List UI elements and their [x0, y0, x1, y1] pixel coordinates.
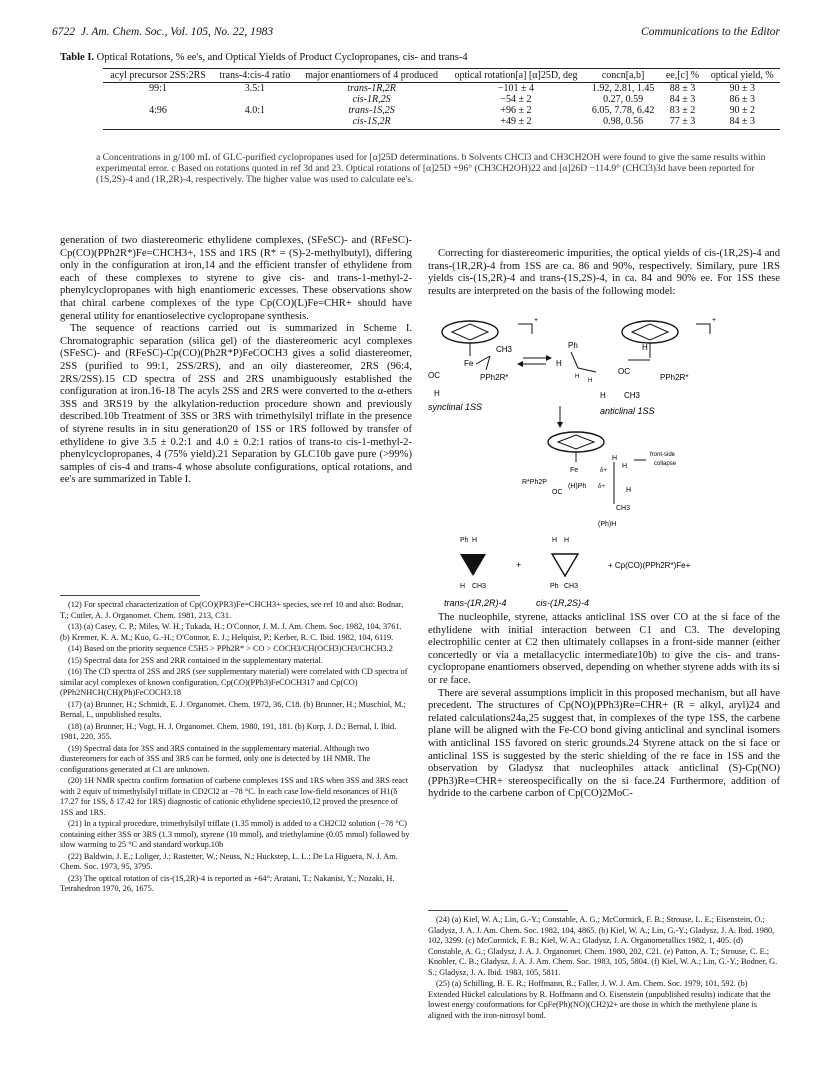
transition-state [522, 432, 677, 528]
table-cell: 6.05, 7.78, 6.42 [591, 105, 655, 116]
atom-label: δ+ [598, 484, 605, 490]
table-row [103, 83, 780, 95]
footnote: (25) (a) Schilling, B. E. R.; Hoffmann, R.; Faller, J. W. J. Am. Chem. Soc. 1979, 101, 592. (b) Extended Hückel calculations by R. Hoffmann and O. Eisenstein (unpublished results) indicate that the lowest energy conformations for CpFe(Ph)(NO)(CH2)2+ are those in which the methylene plane is aligned with the iron-nitrosyl bond. [428, 979, 771, 1020]
footnote: (18) (a) Brunner, H.; Vogt, H. J. Organomet. Chem. 1980, 191, 181. (b) Korp, J. D.; Bernal, I. Ibid. 1981, 220, 355. [60, 721, 397, 741]
table-cell [103, 94, 213, 105]
arrowhead [517, 361, 523, 367]
footnote: (13) (a) Casey, C. P.; Miles, W. H.; Tukada, H.; O'Connor, J. M. J. Am. Chem. Soc. 1982, 104, 3761. (b) Kremer, K. A. M.; Kuo, G.-H.; O'Connor, E. J.; Helquist, P.; Kerber, R. C. Ibid. 1982, 104, 6119. [60, 622, 402, 642]
cp-inner [632, 324, 668, 340]
table-cell: 4.0:1 [244, 105, 266, 116]
right-column-intro [428, 248, 780, 298]
right-footnotes [428, 915, 780, 1022]
atom-label: Ph [460, 537, 469, 544]
atom-label: PPh2R* [660, 373, 689, 382]
footnote: (14) Based on the priority sequence C5H5 > PPh2R* > CO > COCH3/CH(OCH3)CH3/CHCH3.2 [68, 644, 393, 653]
atom-label: H [472, 537, 478, 544]
atom-label: Ph [568, 341, 578, 350]
footnote: (21) In a typical procedure, trimethylsilyl triflate (1.35 mmol) is added to a CH2Cl2 solution (−78 °C) containing either 3SS or 3RS (1.3 mmol), styrene (10 mmol), and triethylamine (0.05 mmol) followed by slow warming to 25 °C and standard workup.10b [60, 819, 410, 849]
annotation: front-side [650, 452, 676, 458]
table-cell: +49 ± 2 [446, 116, 585, 130]
left-column-body [60, 235, 412, 487]
col-header: trans-4:cis-4 ratio [213, 69, 297, 83]
arrowhead [557, 422, 563, 428]
atom-label: Fe [464, 359, 474, 368]
atom-label: OC [618, 367, 630, 376]
table-cell: 77 ± 3 [661, 116, 705, 130]
anticlinal-complex [556, 317, 716, 416]
table-cell: trans-1S,2S [348, 105, 395, 116]
atom-label: CH3 [564, 583, 579, 590]
atom-label: H [575, 374, 580, 380]
charge: + [534, 317, 539, 324]
equilibrium-arrows [517, 355, 552, 367]
paragraph: There are several assumptions implicit in this proposed mechanism, but all have precedent. The structures of Cp(NO)(PPh3)Re=CHR+ (R = alkyl, aryl)24 and related calculations24a,25 suggest that, in complexes of the type 1SS, the carbene plane will be aligned with the Fe-CO bond giving anticlinal and synclinal isomers with anticlinal 1SS favored on steric grounds.24 Styrene attack on the si face or anticlinal 1SS is suggested by the steric shielding of the re face in 1SS and the observation by Gladysz that nucleophiles attack anticlinal (S)-Cp(NO)(PPh3)Re=CHR+ stereospecifically on the si face.24 Furthermore, addition of hydride to the carbene carbon of Cp(CO)2MoC- [428, 687, 780, 800]
arrowhead [546, 355, 552, 361]
bracket [696, 324, 710, 334]
atom-label: H [460, 583, 466, 590]
footnote: (15) Spectral data for 2SS and 2RR contained in the supplementary material. [68, 655, 323, 665]
footnote: (19) Spectral data for 3SS and 3RS contained in the supplementary material. Although two diastereomers for each of 3SS and 3RS can be formed, only one is detected by 1H NMR. The configurations generated at C1 are unknown. [60, 743, 371, 774]
atom-label: CH3 [472, 583, 487, 590]
atom-label: H [552, 537, 558, 544]
col-header: concn[a,b] [586, 69, 661, 83]
atom-label: Fe [570, 467, 579, 474]
cp-inner [558, 435, 594, 449]
reaction-scheme [428, 310, 780, 610]
col-header: acyl precursor 2SS:2RS [103, 69, 213, 83]
atom-label: H [434, 389, 440, 398]
paragraph: generation of two diastereomeric ethylidene complexes, (SFeSC)- and (RFeSC)-Cp(CO)(PPh2R*)Fe=CHCH3+, 1SS and 1RS (R* = (S)-2-methylbutyl), differing only in the configuration at iron,14 and the efficient transfer of ethylidene from each of these complexes to styrene to give cis- and trans-1-methyl-2-phenylcyclopropanes with high enantiomeric excesses. These observations show that chiral carbene complexes of the type Cp(CO)(L)Fe=CHR+ should have general utility for enantioselective cyclopropane synthesis. [60, 235, 412, 322]
plus-sign: + [516, 560, 522, 570]
footnote: (16) The CD spectra of 2SS and 2RS (see supplementary material) were correlated with CD spectra of similar acyl complexes of known configuration, Cp(CO)(PPh3)FeCOCH317 and Cp(CO)(PPh2NHCH(CH)(Ph)FeCOCH3.18 [60, 667, 408, 697]
table-cell: trans-1R,2R [347, 83, 396, 94]
journal-citation: J. Am. Chem. Soc., Vol. 105, No. 22, 1983 [80, 26, 274, 38]
footnote: (20) 1H NMR spectra confirm formation of carbene complexes 1SS and 1RS when 3SS and 3RS react with 2 equiv of trimethylsilyl triflate in CD2Cl2 at −78 °C. In each case low-field resonances of H1(δ 17.27 for 1SS, δ 17.42 for 1RS) diagnostic of cationic ethylidene species10,12 proved the presence of 1SS and 1RS. [60, 776, 409, 817]
atom-label: (Ph)H [598, 521, 617, 528]
atom-label: CH3 [624, 391, 641, 400]
table-row [103, 116, 780, 130]
cyclopropane-trans [460, 554, 486, 576]
paragraph: Correcting for diastereomeric impurities, the optical yields of cis-(1R,2S)-4 and trans-(1R,2R)-4 from 1SS are ca. 86 and 90%, respectively. Similary, pure 1RS yields cis-(1S,2R)-4 and trans-(1S,2S)-4, in ca. 84 and 90% ee. For 1SS these results are interpreted on the basis of the following model: [428, 248, 780, 297]
col-header: optical rotation[a] [α]25D, deg [446, 69, 585, 83]
paragraph: The sequence of reactions carried out is summarized in Scheme I. Chromatographic separation (silica gel) of the diastereomeric acyl complexes (SFeSC)- and (RFeSC)-Cp(CO)(Ph2R*P)FeCOCH3 gives a solid diastereomer, 2SS (purified to 99:1, 2SS/2RS), and an oily diastereomer, 2RS (96:4, 2RS/2SS).15 CD spectra of 2SS and 2RS unambiguously established the configuration at iron.16-18 The acyls 2SS and 2RS were converted to the α-ethers 3SS and 3RS19 by the alkylation-reduction procedure shown and previously described.10b Treatment of 3SS or 3RS with trimethylsilyl triflate in the presence of styrene results in in situ generation20 of 1SS or 1RS followed by transfer of ethylidene to give 3.5 ± 0.2:1 and 4.0 ± 0.2:1 ratios of trans-to cis-1-methyl-2-phenylcyclopropanes, 4 (75% yield).21 Separation by GLC10b gave pure (>99%) samples of cis-4 and trans-4 whose absolute configurations, optical rotations, and ee's are summarized in Table I. [60, 323, 412, 486]
footnote: (12) For spectral characterization of Cp(CO)(PR3)Fe=CHCH3+ species, see ref 10 and also: Bodnar, T.; Cutler, A. J. Organomet. Chem. 1981, 213, C31. [60, 600, 404, 620]
table-cell: 90 ± 2 [729, 105, 755, 116]
table-cell: cis-1S,2R [297, 116, 447, 130]
table-row [103, 94, 780, 105]
page-header [52, 26, 780, 44]
atom-label: Ph [550, 583, 559, 590]
atom-label: CH3 [496, 345, 513, 354]
bond [571, 352, 578, 368]
footnote-divider [428, 910, 568, 911]
atom-label: H [600, 391, 606, 400]
paragraph: The nucleophile, styrene, attacks anticlinal 1SS over CO at the si face of the ethylidene with initial interaction between C1 and C3. The developing electrophilic center at C2 then ultimately collapses in a front-side manner (either concertedly or via a metallacyclic intermediate10b) to give the cis- and trans-cyclopropane enantiomers observed, depending on whether styrene adds with its si or re face. [428, 612, 780, 686]
table-cell: 86 ± 3 [729, 94, 755, 105]
table-cell: 3.5:1 [244, 83, 266, 94]
annotation: collapse [654, 461, 677, 467]
bond [578, 368, 596, 372]
table-cell: 83 ± 2 [669, 105, 696, 116]
table-cell: 0.27, 0.59 [603, 94, 644, 105]
table-cell [103, 116, 213, 130]
col-header: ee,[c] % [661, 69, 705, 83]
atom-label: H [556, 359, 562, 368]
table-row [103, 105, 780, 116]
table-cell [213, 94, 297, 105]
table-cell: 84 ± 3 [669, 94, 696, 105]
atom-label: OC [552, 489, 563, 496]
table-cell: +96 ± 2 [500, 105, 532, 116]
optical-rotation-table [103, 68, 780, 130]
table-label: Table I. [60, 52, 95, 63]
table-cell [213, 116, 297, 130]
atom-label: CH3 [616, 505, 631, 512]
table-cell: 90 ± 3 [729, 83, 755, 94]
left-footnotes [60, 600, 412, 896]
atom-label: H [564, 537, 570, 544]
synclinal-label: synclinal 1SS [428, 402, 483, 412]
byproduct: + Cp(CO)(PPh2R*)Fe+ [608, 561, 691, 570]
table-cell: 88 ± 3 [669, 83, 696, 94]
atom-label: H [622, 463, 628, 470]
footnote: (24) (a) Kiel, W. A.; Lin, G.-Y.; Constable, A. G.; McCormick, F. B.; Strouse, L. E.; Eisenstein, O.; Gladysz, J. A. J. Am. Chem. Soc. 1982, 104, 4865. (b) Kiel, W. A.; Lin, G.-Y.; Gladysz, J. A. Ibid. 1980, 102, 3299. (c) McCormick, F. B.; Kiel, W. A.; Gladysz, J. A. Organometallics 1982, 1, 405. (d) Constable, A. G.; Gladysz, J. A. J. Organomet. Chem. 1980, 202, C21. (e) Patton, A. T.; Strouse, C. E.; Knobler, C. B.; Gladysz, J. A. J. Am. Chem. Soc. 1983, 105, 5804. (f) Kiel, W. A.; Lin, G.-Y.; Bodner, G. S.; Gladysz, J. A. Ibid. 1983, 105, 5811. [428, 915, 778, 977]
table-cell: 4:96 [149, 105, 167, 116]
atom-label: H [588, 378, 593, 384]
bracket [518, 324, 532, 334]
table-cell: 99:1 [149, 83, 167, 94]
atom-label: H [612, 455, 618, 462]
atom-label: R*Ph2P [522, 479, 547, 486]
table-caption-text: Optical Rotations, % ee's, and Optical Yields of Product Cyclopropanes, cis- and trans-4 [96, 52, 468, 63]
charge: + [712, 317, 717, 324]
table-caption [60, 52, 780, 63]
atom-label: (H)Ph [568, 483, 587, 490]
footnote: (22) Baldwin, J. E.; Loliger, J.; Rastetter, W.; Neuss, N.; Huckstep, L. L.; De La Higuera, N. J. Am. Chem. Soc. 1973, 95, 3795. [60, 851, 398, 871]
trans-product-label: trans-(1R,2R)-4 [444, 598, 507, 608]
footnote: (17) (a) Brunner, H.; Schmidt, E. J. Organomet. Chem. 1972, 36, C18. (b) Brunner, H.; Muschiol, M.; Bernal, I., unpublished results. [60, 699, 406, 719]
table-cell: cis-1R,2S [352, 94, 391, 105]
header-left [52, 26, 273, 38]
cis-product-label: cis-(1R,2S)-4 [536, 598, 590, 608]
footnote: (23) The optical rotation of cis-(1S,2R)-4 is reported as +64°: Aratani, T.; Nakanisi, Y.; Nozaki, H. Tetrahedron 1970, 26, 1675. [60, 873, 395, 893]
section-title: Communications to the Editor [641, 26, 780, 38]
atom-label: H [626, 487, 632, 494]
table-footnote: a Concentrations in g/100 mL of GLC-purified cyclopropanes used for [α]25D determinations. b Solvents CHCl3 and CH3CH2OH were found to give the same results within experimental error. c Based on rotations quoted in ref 3d and 23. Optical rotations of [α]25D +96° (CH3CH2OH)22 and [α]26D −114.9° (CHCl3)3d have been reported for (1S,2S)-4 and (1R,2R)-4, respectively. The higher value was used to calculate ee's. [96, 152, 766, 186]
page-number: 6722 [52, 26, 75, 38]
table-cell: 0.98, 0.56 [586, 116, 661, 130]
right-column-body [428, 612, 780, 801]
atom-label: OC [428, 371, 440, 380]
anticlinal-label: anticlinal 1SS [600, 406, 655, 416]
col-header: optical yield, % [704, 69, 780, 83]
col-header: major enantiomers of 4 produced [297, 69, 447, 83]
atom-label: δ+ [600, 468, 607, 474]
table-cell: −101 ± 4 [497, 83, 535, 94]
footnote-divider [60, 595, 200, 596]
table-cell: 84 ± 3 [704, 116, 780, 130]
cp-inner [452, 324, 488, 340]
table-cell: −54 ± 2 [500, 94, 532, 105]
products [444, 537, 691, 608]
atom-label: H [642, 343, 648, 352]
atom-label: PPh2R* [480, 373, 509, 382]
table-cell: 1.92, 2.81, 1.45 [591, 83, 655, 94]
cyclopropane-cis [552, 554, 578, 576]
